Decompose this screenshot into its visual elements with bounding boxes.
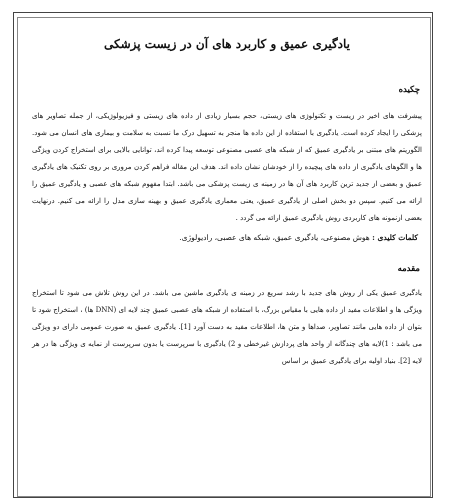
keywords-label: کلمات کلیدی : [372, 233, 418, 242]
keywords-line [26, 231, 418, 245]
abstract-paragraph: پیشرفت های اخیر در زیست و تکنولوژی های زیستی، حجم بسیار زیادی از داده های زیستی و فیزیولوژیکی، از جمله تصاویر های پزشکی را ایجاد کرده است. یادگیری با استفاده از این داده ها منجر به تسهیل درک ما نسبت به سلامت و بیماری های انسان می شود. الگوریتم های مبتنی بر یادگیری عمیق که از شبکه های عصبی مصنوعی توسعه پیدا کرده اند، توانایی بالایی برای استخراج کردن ویژگی ها و الگوهای یادگیری از داده های پیچیده را از خودشان نشان داده اند. هدف این مقاله فراهم کردن مروری بر روی تکنیک های یادگیری عمیق و بعضی از جدید ترین کاربرد های آن ها در زمینه ی زیست پزشکی می باشد. ابتدا مفهوم شبکه های عصبی و یادگیری عمیق را ارائه می کنیم. سپس دو بخش اصلی از یادگیری عمیق، یعنی معماری یادگیری عمیق و بهینه سازی مدل را ارائه می کنیم. درنهایت بعضی ازنمونه های کاربردی روش یادگیری عمیق ارائه می گردد . [32, 112, 422, 222]
document-body [26, 24, 428, 498]
intro-heading: مقدمه [397, 264, 420, 274]
document-title: یادگیری عمیق و کاربرد های آن در زیست پزشکی [103, 37, 351, 51]
keywords-text: هوش مصنوعی، یادگیری عمیق، شبکه های عصبی، رادیولوژی. [179, 233, 370, 242]
intro-paragraph: یادگیری عمیق یکی از روش های جدید با رشد سریع در زمینه ی یادگیری ماشین می باشد. در این روش تلاش می شود تا استخراج ویژگی ها و اطلاعات مفید از داده هایی با مقیاس بزرگ، با استفاده از شبکه های عصبی عمیق چند لایه ای (DNN ها) ، استخراج شود تا بتوان از داده هایی مانند تصاویر، صداها و متن ها، اطلاعات مفید به دست آورد [1]. یادگیری عمیق به صورت عمومی دارای دو ویژگی می باشد : 1)لایه های چندگانه از واحد های پردازش غیرخطی و 2) یادگیری با سرپرست یا بدون سرپرست از نمایه ی ویژگی ها در هر لایه [2]. بنیاد اولیه برای یادگیری عمیق بر اساس [32, 289, 422, 365]
abstract-heading: چکیده [398, 85, 420, 95]
